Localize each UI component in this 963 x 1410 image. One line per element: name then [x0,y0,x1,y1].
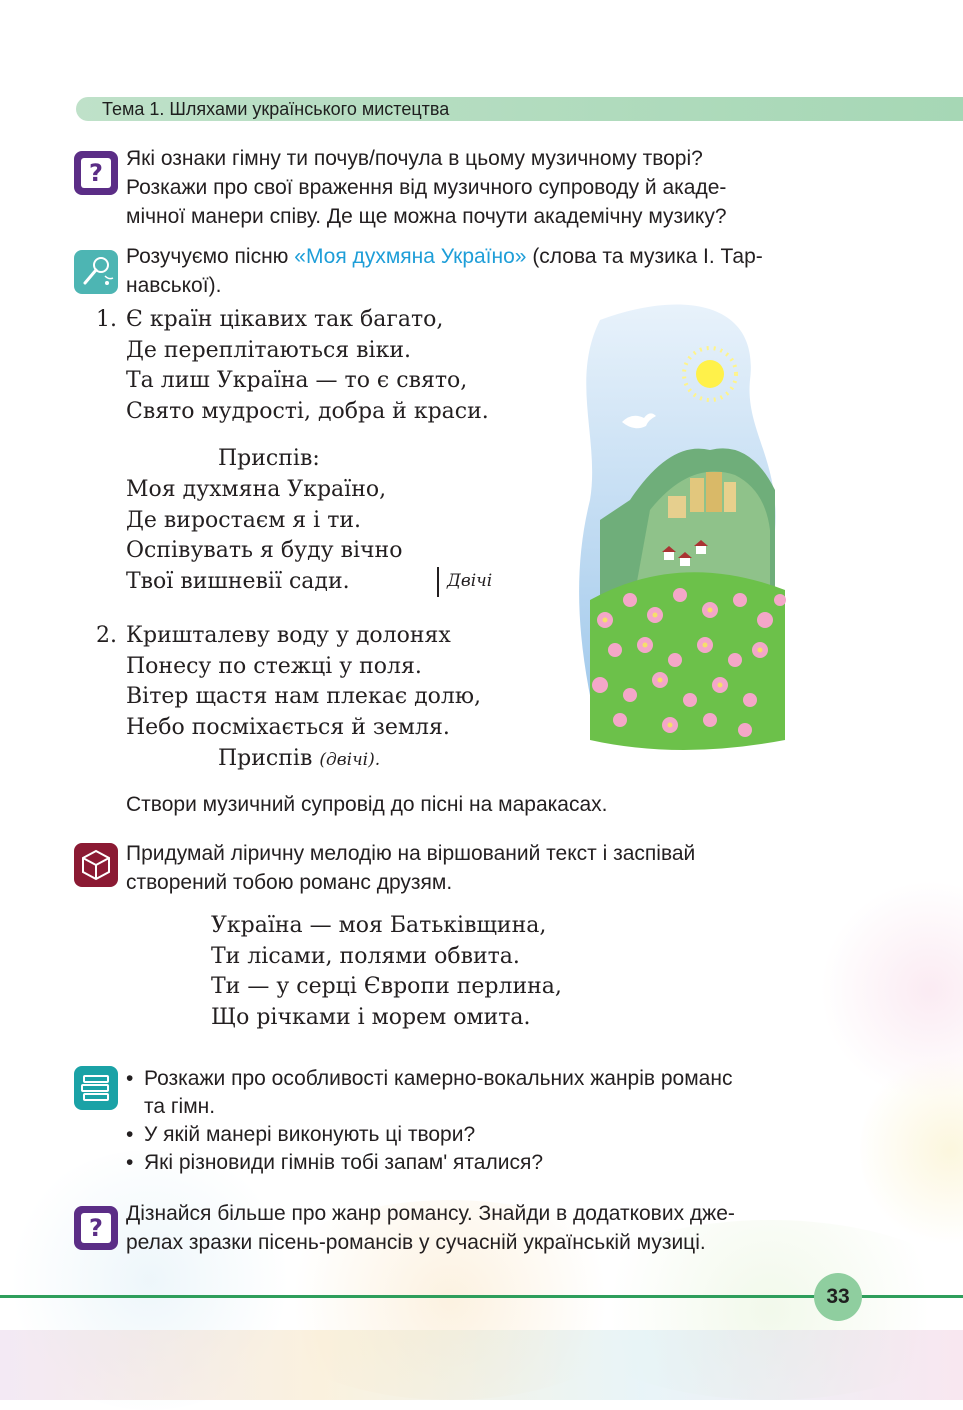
learn-prefix: Розучуємо пісню [126,245,289,268]
review-text: У якій манері виконують ці твори? [144,1123,476,1146]
question-line: релах зразки пісень-романсів у сучасній українській музиці. [126,1231,706,1254]
paint-splash [0,1330,963,1400]
cube-icon [74,843,118,887]
lyric-line: Вітер щастя нам плекає долю, [126,684,482,709]
song-title-link[interactable]: «Моя духмяна Україно» [294,245,527,268]
lyric-line: Небо посміхається й земля. [126,714,450,740]
question-icon [74,151,118,195]
topic-title: Тема 1. Шляхами українського мистецтва [102,99,450,119]
review-text: Які різновиди гімнів тобі запам' яталися? [144,1151,544,1174]
chorus [126,475,402,597]
poem-line: Ти лісами, полями обвита. [211,943,520,969]
maracas-task: Створи музичний супровід до пісні на маракасах. [126,793,608,816]
creative-task [126,839,838,897]
bullet: • [126,1067,134,1090]
task-line: створений тобою романс друзям. [126,871,453,894]
learn-song-text [126,242,838,300]
lyric-line: Де переплітаються віки. [126,337,411,363]
poem-line: Україна — моя Батьківщина, [211,913,547,938]
question-icon [74,1206,118,1250]
verse-number: 2. [96,623,117,648]
question-line: Розкажи про свої враження від музичного супроводу й акаде- [126,176,727,199]
question-mark: ? [81,158,111,188]
lyric-line: Та лиш Україна — то є свято, [126,368,468,393]
lyric-line: Понесу по стежці у поля. [126,653,422,679]
learn-suffix: (слова та музика І. Тар- [532,245,763,268]
question-line: Дізнайся більше про жанр романсу. Знайди в додаткових дже- [126,1202,735,1225]
bullet: • [126,1151,134,1174]
lyric-line: Є країн цікавих так багато, [126,307,444,332]
learn-line2: навської). [126,274,222,297]
lyric-line: Де виростаєм я і ти. [126,507,362,533]
review-item [126,1065,838,1121]
verse-2 [96,621,482,743]
questions-block [126,1199,838,1257]
review-text: та гімн. [144,1095,216,1118]
question-line: Які ознаки гімну ти почув/почула в цьому музичному творі? [126,147,703,170]
lyric-line: Оспівувать я буду вічно [126,538,403,563]
books-icon [74,1066,118,1110]
page-number: 33 [814,1273,862,1321]
repeat-bracket [437,567,439,597]
chorus-ref-label: Приспів [218,746,313,771]
review-item [126,1149,838,1177]
review-questions [126,1065,838,1177]
poem-line: Ти — у серці Європи перлина, [211,974,562,999]
verse-number: 1. [96,307,117,332]
lyric-line: Кришталеву воду у долонях [126,623,451,648]
chorus-reference [218,744,380,776]
verse-1 [96,305,489,427]
lyric-line: Моя духмяна Україно, [126,477,387,502]
questions-block [126,144,838,231]
question-mark: ? [81,1213,111,1243]
microphone-icon [74,250,118,294]
lyric-line: Твої вишневії сади. [126,568,350,594]
task-line: Придумай ліричну мелодію на віршований текст і заспівай [126,842,696,865]
review-text: Розкажи про особливості камерно-вокальних жанрів романс [144,1067,733,1090]
landscape-illustration [560,300,800,760]
question-line: мічної манери співу. Де ще можна почути академічну музику? [126,205,727,228]
repeat-label: Двічі [447,571,493,591]
lyric-line: Свято мудрості, добра й краси. [126,398,489,424]
review-item [126,1121,838,1149]
chorus-title: Приспів: [218,446,320,471]
bullet: • [126,1123,134,1146]
poem-line: Що річками і морем омита. [211,1004,531,1030]
poem [211,911,562,1033]
chorus-ref-note: (двічі). [319,750,381,770]
